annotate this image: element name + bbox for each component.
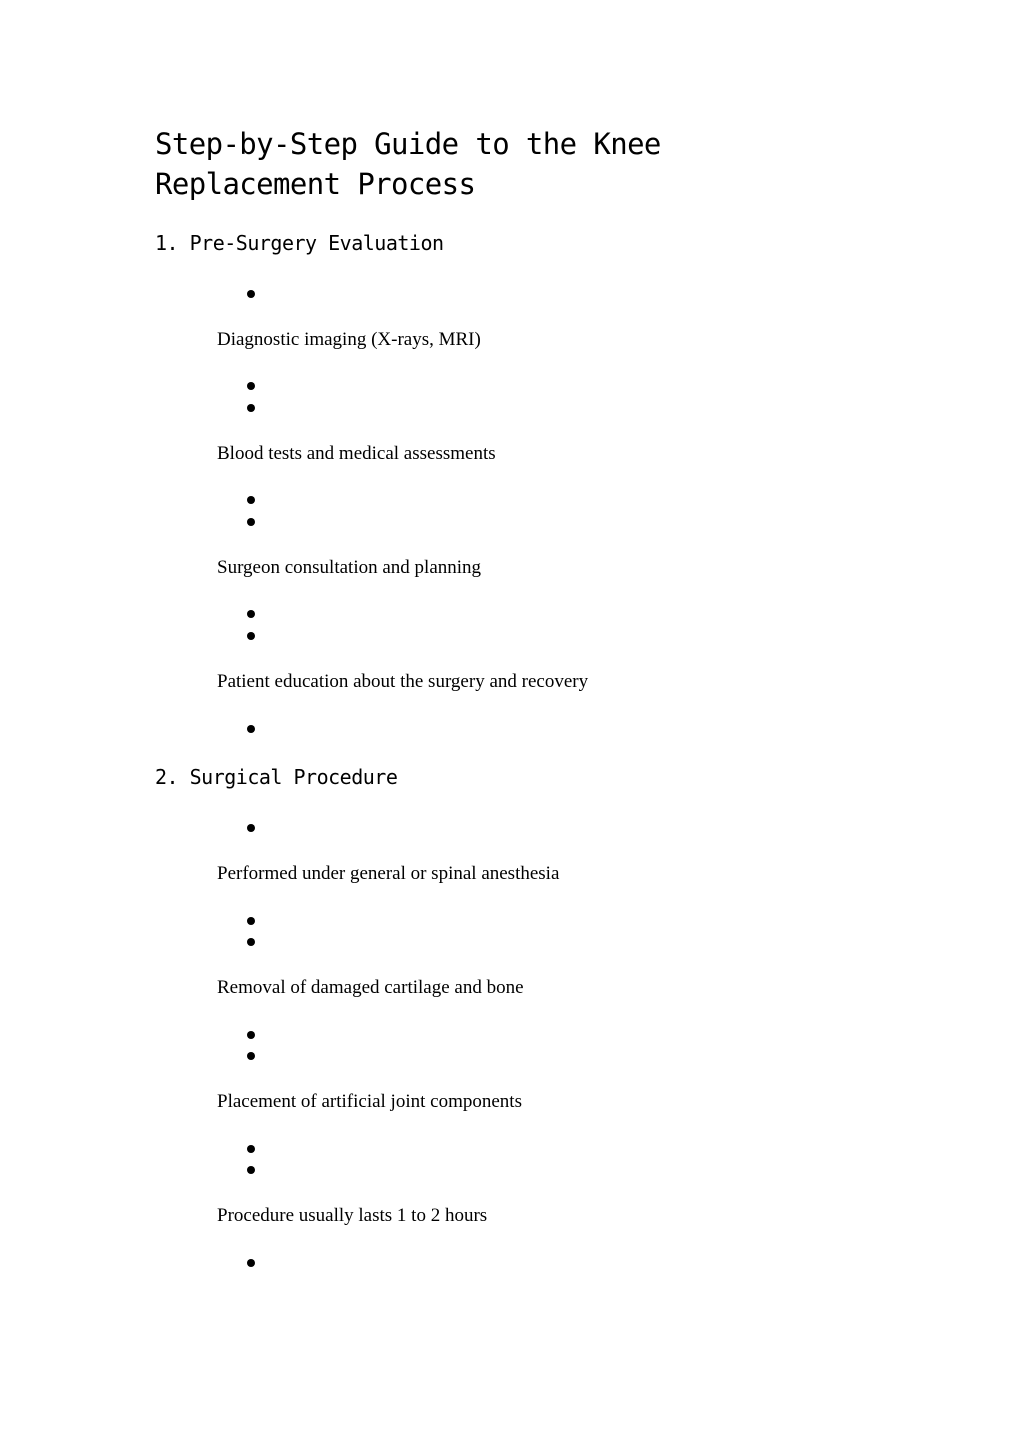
bullet-marker: [247, 938, 255, 946]
section-heading-pre-surgery: 1. Pre-Surgery Evaluation: [155, 231, 444, 255]
bullet-marker: [247, 1031, 255, 1039]
bullet-marker: [247, 1166, 255, 1174]
bullet-marker: [247, 1052, 255, 1060]
bullet-marker: [247, 725, 255, 733]
bullet-marker: [247, 382, 255, 390]
list-item-text: Procedure usually lasts 1 to 2 hours: [217, 1205, 488, 1226]
bullet-marker: [247, 610, 255, 618]
section-heading-surgical-procedure: 2. Surgical Procedure: [155, 765, 398, 789]
list-item-text: Patient education about the surgery and recovery: [217, 671, 589, 692]
bullet-marker: [247, 518, 255, 526]
bullet-marker: [247, 290, 255, 298]
bullet-marker: [247, 1259, 255, 1267]
bullet-marker: [247, 632, 255, 640]
bullet-marker: [247, 404, 255, 412]
list-item-text: Diagnostic imaging (X-rays, MRI): [217, 329, 481, 350]
list-item-text: Placement of artificial joint components: [217, 1091, 522, 1112]
list-item-text: Performed under general or spinal anesthesia: [217, 863, 560, 884]
bullet-marker: [247, 496, 255, 504]
bullet-marker: [247, 917, 255, 925]
bullet-marker: [247, 1145, 255, 1153]
list-item-text: Removal of damaged cartilage and bone: [217, 977, 524, 998]
bullet-marker: [247, 824, 255, 832]
page-title: Step-by-Step Guide to the Knee Replacement Process: [155, 127, 661, 201]
list-item-text: Blood tests and medical assessments: [217, 443, 496, 464]
list-item-text: Surgeon consultation and planning: [217, 557, 482, 578]
